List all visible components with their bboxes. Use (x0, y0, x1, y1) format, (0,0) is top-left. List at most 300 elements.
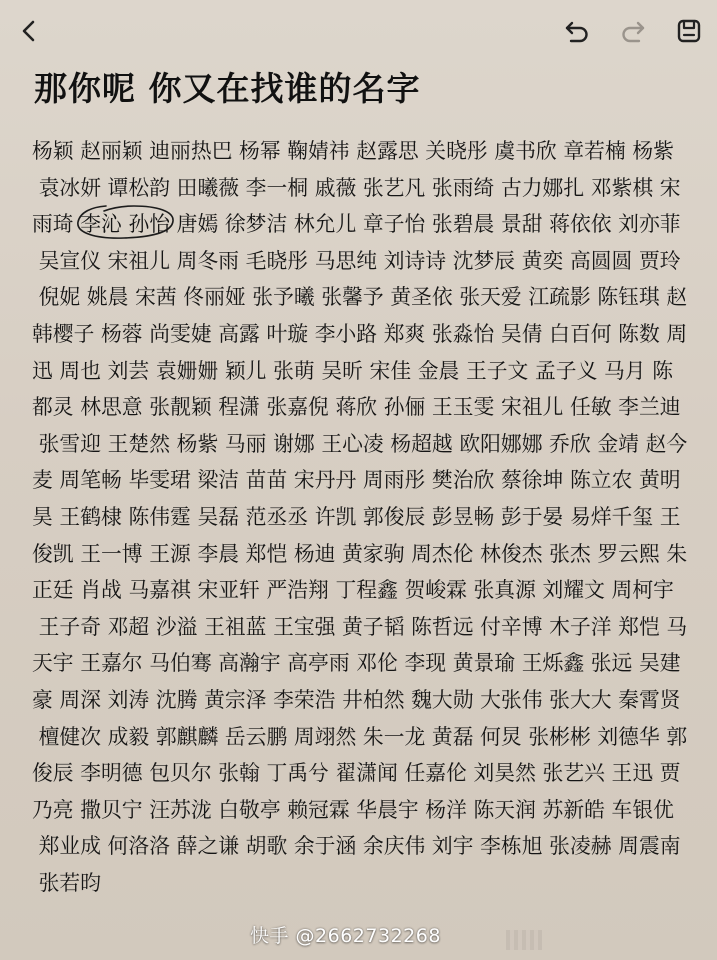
name-item: 张予曦 (252, 285, 315, 310)
name-item: 杨蓉 (101, 321, 143, 346)
undo-button[interactable] (560, 14, 594, 48)
name-item: 周深 (59, 687, 102, 712)
name-separator (377, 395, 384, 419)
name-item: 王子奇 (38, 614, 102, 639)
name-separator (528, 359, 535, 383)
name-item: 白百何 (549, 321, 612, 346)
name-item: 戚薇 (314, 175, 357, 200)
name-separator (239, 176, 246, 200)
name-item: 张馨予 (321, 285, 384, 310)
name-item: 郑业成 (38, 834, 102, 859)
name-separator (356, 725, 363, 749)
name-separator (411, 359, 418, 383)
name-item: 包贝尔 (149, 761, 212, 786)
name-item: 梁洁 (197, 468, 240, 493)
name-item: 肖战 (80, 578, 122, 603)
name-separator (287, 212, 294, 236)
name-item: 贾乃亮 (32, 761, 681, 822)
name-item: 蔡徐坤 (500, 468, 564, 493)
name-item: 刘亦菲 (618, 212, 681, 237)
name-item: 杨颖 (32, 139, 74, 163)
name-separator (425, 505, 432, 529)
name-separator (632, 468, 639, 492)
name-item: 关晓彤 (425, 139, 488, 163)
name-item: 任嘉伦 (404, 761, 467, 786)
name-item: 沈梦辰 (452, 248, 516, 273)
name-separator (80, 285, 87, 309)
name-item: 马嘉祺 (128, 578, 191, 603)
name-item: 李栋旭 (480, 834, 543, 859)
name-item: 张天爱 (459, 285, 522, 310)
name-item: 周雨彤 (362, 468, 426, 493)
name-item: 邓超 (107, 614, 150, 639)
name-item: 郑爽 (383, 321, 426, 346)
name-item: 张若昀 (38, 870, 102, 895)
name-item: 郑恺 (618, 614, 660, 639)
name-item: 王源 (149, 541, 191, 566)
name-separator (32, 725, 39, 749)
name-separator (32, 432, 39, 456)
name-item: 张嘉倪 (266, 395, 329, 420)
name-item: 邓伦 (356, 651, 398, 676)
name-item: 车银优 (611, 797, 674, 822)
name-separator (605, 761, 612, 785)
name-item: 张凌赫 (549, 834, 612, 859)
name-separator (101, 688, 108, 712)
name-item: 赵露思 (356, 139, 419, 163)
name-item: 杨紫 (176, 431, 219, 456)
name-separator (32, 249, 39, 273)
name-item: 付辛博 (480, 614, 543, 639)
name-separator (494, 176, 501, 200)
name-item: 黄宗泽 (204, 687, 267, 712)
name-item: 王楚然 (107, 431, 171, 456)
name-item: 袁姗姗 (155, 358, 219, 383)
name-item: 王宝强 (273, 614, 336, 639)
name-item: 王俊凯 (32, 504, 681, 566)
name-item: 毛晓彤 (245, 248, 309, 273)
name-item: 孙俪 (383, 395, 426, 420)
name-item: 大张伟 (480, 687, 543, 712)
redo-button[interactable] (616, 14, 650, 48)
name-separator (425, 395, 432, 419)
name-item: 彭昱畅 (431, 504, 495, 529)
name-item: 姚晨 (86, 285, 129, 310)
name-item: 王鹤棣 (59, 504, 122, 529)
name-separator (446, 651, 453, 675)
name-item: 欧阳娜娜 (459, 431, 543, 456)
name-item: 李兰迪 (618, 395, 681, 420)
name-separator (149, 615, 156, 639)
name-item: 吴宣仪 (38, 248, 102, 273)
name-item: 胡歌 (245, 834, 288, 859)
name-item: 井柏然 (342, 687, 405, 712)
name-item: 鞠婧祎 (287, 139, 350, 163)
name-item: 陈都灵 (32, 358, 674, 420)
name-item: 唐嫣 (176, 212, 219, 237)
name-item: 马天宇 (32, 614, 688, 676)
name-item: 金靖 (597, 431, 639, 456)
name-separator (239, 468, 246, 492)
name-item: 田曦薇 (176, 175, 240, 200)
name-item: 郭麒麟 (155, 724, 219, 749)
name-item: 李小路 (314, 321, 378, 346)
name-item: 周翊然 (293, 724, 357, 749)
name-item: 岳云鹏 (224, 724, 288, 749)
editor-toolbar (0, 0, 717, 62)
name-item: 黄奕 (521, 248, 564, 273)
name-item: 郭俊辰 (362, 504, 426, 529)
name-item: 范丞丞 (245, 504, 309, 529)
name-item: 吴磊 (197, 504, 240, 529)
name-separator (398, 761, 405, 785)
name-item: 贺峻霖 (404, 578, 467, 603)
name-item: 杨洋 (425, 797, 467, 822)
name-item: 李现 (404, 651, 447, 676)
name-separator (239, 249, 246, 273)
name-item: 林允儿 (293, 212, 357, 237)
name-item: 华晨宇 (356, 797, 419, 822)
name-separator (425, 176, 432, 200)
name-separator (425, 212, 432, 236)
name-item: 刘诗诗 (383, 248, 447, 273)
name-item: 张大大 (549, 687, 612, 712)
name-item: 张萌 (273, 358, 315, 383)
name-item: 高亭雨 (287, 651, 350, 676)
name-item: 严浩翔 (266, 578, 329, 603)
name-item: 李沁 (80, 212, 122, 237)
name-separator (494, 212, 501, 236)
name-item: 王迅 (611, 761, 654, 786)
name-item: 赖冠霖 (287, 797, 350, 822)
name-separator (170, 834, 177, 858)
name-item: 马思纯 (314, 248, 378, 273)
back-button[interactable] (12, 14, 46, 48)
name-item: 张艺凡 (362, 175, 426, 200)
name-separator (101, 249, 108, 273)
name-separator (101, 432, 108, 456)
name-item: 贾玲 (638, 248, 681, 273)
name-item: 陈数 (618, 321, 660, 346)
name-item: 李一桐 (245, 175, 309, 200)
name-separator (653, 176, 660, 200)
name-item: 迪丽热巴 (149, 139, 233, 163)
name-item: 赵丽颖 (80, 139, 143, 163)
name-separator (308, 505, 315, 529)
name-separator (467, 761, 474, 785)
name-separator (101, 176, 108, 200)
name-item: 黄景瑜 (452, 651, 516, 676)
name-item: 佟丽娅 (183, 285, 246, 310)
name-item: 陈天润 (473, 797, 536, 822)
name-item: 周震南 (618, 834, 681, 859)
name-separator (356, 176, 363, 200)
name-item: 黄家驹 (342, 541, 405, 566)
name-separator (287, 468, 294, 492)
name-separator (653, 761, 660, 785)
name-item: 章若楠 (563, 139, 626, 163)
name-item: 黄磊 (431, 724, 474, 749)
name-separator (653, 505, 660, 529)
name-item: 王祖蓝 (204, 614, 267, 639)
name-item: 陈钰琪 (597, 285, 660, 310)
name-item: 孟子义 (534, 358, 598, 383)
blurred-region (506, 930, 542, 950)
name-item: 宋祖儿 (107, 248, 171, 273)
name-separator (515, 249, 522, 273)
name-item: 吴倩 (500, 321, 543, 346)
back-arrow-icon (19, 19, 39, 43)
name-item: 张翰 (218, 761, 260, 786)
name-item: 刘芸 (107, 358, 150, 383)
name-item: 周杰伦 (411, 541, 474, 566)
name-item: 周柯宇 (611, 578, 674, 603)
name-separator (287, 542, 294, 566)
name-item: 木子洋 (549, 614, 612, 639)
names-paragraph[interactable] (32, 133, 690, 901)
name-item: 章子怡 (362, 212, 426, 237)
name-item: 金晨 (417, 358, 460, 383)
name-item: 何炅 (480, 724, 522, 749)
name-separator (563, 468, 570, 492)
name-separator (398, 578, 405, 602)
name-separator (363, 359, 370, 383)
name-separator (563, 505, 570, 529)
name-item: 薛之谦 (176, 834, 240, 859)
name-separator (218, 212, 225, 236)
name-item: 余于涵 (293, 834, 357, 859)
name-item: 赵今麦 (32, 431, 688, 493)
name-separator (605, 798, 612, 822)
name-item: 张雪迎 (38, 431, 102, 456)
name-item: 王一博 (80, 541, 143, 566)
name-item: 朱一龙 (362, 724, 426, 749)
name-separator (459, 359, 466, 383)
watermark-text: 快手 @2662732268 (250, 925, 441, 947)
name-item: 高瀚宇 (218, 651, 281, 676)
name-item: 徐梦洁 (224, 212, 288, 237)
name-item: 宋丹丹 (293, 468, 357, 493)
name-item: 王烁鑫 (521, 651, 585, 676)
name-item: 赵韩樱子 (32, 285, 688, 346)
name-item: 乔欣 (549, 431, 591, 456)
name-item: 陈立农 (569, 468, 633, 493)
page-title: 那你呢 你又在找谁的名字 (34, 69, 421, 108)
name-separator (377, 322, 384, 346)
name-item: 易烊千玺 (569, 504, 654, 529)
name-item: 颖儿 (224, 358, 267, 383)
name-item: 秦霄贤 (618, 687, 681, 712)
name-separator (377, 249, 384, 273)
name-item: 郑恺 (245, 541, 288, 566)
name-item: 倪妮 (38, 285, 81, 310)
name-item: 黄明昊 (32, 468, 681, 529)
name-separator (632, 249, 639, 273)
name-separator (308, 176, 315, 200)
name-item: 撒贝宁 (80, 797, 143, 822)
name-separator (597, 359, 604, 383)
name-item: 王子文 (465, 358, 529, 383)
name-item: 马月 (604, 358, 646, 383)
name-item: 邓紫棋 (590, 175, 654, 200)
name-separator (398, 651, 405, 675)
name-item: 丁程鑫 (335, 578, 398, 603)
name-separator (101, 834, 108, 858)
name-separator (536, 578, 543, 602)
name-separator (287, 834, 294, 858)
name-item: 王玉雯 (431, 395, 495, 420)
name-item: 古力娜扎 (500, 175, 585, 200)
name-item: 王心凌 (321, 431, 384, 456)
name-item: 宋佳 (369, 358, 412, 383)
name-item: 程潇 (218, 395, 260, 420)
name-item: 张淼怡 (431, 321, 495, 346)
name-item: 李晨 (197, 541, 240, 566)
name-separator (170, 432, 177, 456)
name-separator (425, 468, 432, 492)
name-item: 高露 (218, 321, 260, 346)
name-separator (218, 432, 225, 456)
name-item: 尚雯婕 (149, 321, 212, 346)
name-separator (308, 322, 315, 346)
name-item: 张艺兴 (542, 761, 605, 786)
name-item: 刘涛 (107, 687, 150, 712)
name-item: 高圆圆 (569, 248, 633, 273)
name-item: 罗云熙 (597, 541, 660, 566)
name-item: 陈哲远 (411, 614, 474, 639)
name-separator (170, 249, 177, 273)
name-item: 孙怡 (128, 212, 171, 237)
name-item: 黄子韬 (342, 614, 405, 639)
name-item: 成毅 (107, 724, 150, 749)
name-item: 杨幂 (239, 139, 281, 163)
name-item: 张真源 (473, 578, 536, 603)
name-item: 周迅 (32, 321, 688, 383)
name-item: 景甜 (500, 212, 543, 237)
name-item: 张彬彬 (528, 724, 591, 749)
redo-icon (619, 19, 647, 43)
name-separator (632, 651, 639, 675)
name-item: 吴昕 (321, 358, 363, 383)
name-item: 杨超越 (390, 431, 453, 456)
name-item: 杨迪 (293, 541, 336, 566)
name-separator (494, 505, 501, 529)
name-separator (494, 322, 501, 346)
name-separator (467, 798, 474, 822)
highlighted-name: 宋雨琦 (32, 175, 681, 237)
name-separator (494, 395, 501, 419)
name-separator (356, 834, 363, 858)
name-item: 杨紫 (632, 139, 674, 163)
name-separator (356, 212, 363, 236)
name-separator (170, 212, 177, 236)
name-item: 江疏影 (528, 285, 591, 310)
name-item: 任敏 (569, 395, 612, 420)
name-item: 刘德华 (597, 724, 660, 749)
name-item: 李荣浩 (273, 687, 336, 712)
name-item: 朱正廷 (32, 541, 688, 603)
name-separator (101, 615, 108, 639)
name-item: 樊治欣 (431, 468, 495, 493)
name-item: 何洛洛 (107, 834, 171, 859)
name-item: 张靓颖 (149, 395, 212, 420)
name-item: 刘宇 (431, 834, 474, 859)
name-item: 宋亚轩 (197, 578, 260, 603)
name-separator (101, 725, 108, 749)
name-item: 魏大勋 (411, 687, 474, 712)
name-item: 谢娜 (273, 431, 315, 456)
name-item: 余庆伟 (362, 834, 426, 859)
name-separator (356, 468, 363, 492)
name-separator (218, 359, 225, 383)
name-separator (101, 359, 108, 383)
name-separator (467, 578, 474, 602)
name-item: 丁禹兮 (266, 761, 329, 786)
name-separator (32, 176, 39, 200)
name-item: 王嘉尔 (80, 651, 143, 676)
name-item: 檀健次 (38, 724, 102, 749)
name-item: 袁冰妍 (38, 175, 102, 200)
name-item: 毕雯珺 (128, 468, 191, 493)
name-item: 陈伟霆 (128, 504, 191, 529)
name-separator (425, 725, 432, 749)
name-item: 马伯骞 (149, 651, 212, 676)
name-item: 林俊杰 (480, 541, 543, 566)
name-separator (32, 285, 39, 309)
name-item: 张雨绮 (431, 175, 495, 200)
name-item: 周也 (59, 358, 102, 383)
name-item: 郭俊辰 (32, 724, 688, 786)
name-separator (563, 395, 570, 419)
name-item: 叶璇 (266, 321, 309, 346)
name-item: 苏新皓 (542, 797, 605, 822)
name-separator (218, 725, 225, 749)
name-separator (32, 615, 39, 639)
name-item: 宋茜 (135, 285, 177, 310)
name-item: 彭于晏 (500, 504, 564, 529)
name-separator (563, 249, 570, 273)
name-separator (639, 432, 646, 456)
name-item: 马丽 (224, 431, 267, 456)
name-separator (239, 542, 246, 566)
name-separator (584, 176, 591, 200)
name-separator (515, 651, 522, 675)
name-item: 黄圣依 (390, 285, 453, 310)
name-item: 周笔畅 (59, 468, 122, 493)
name-separator (32, 834, 39, 858)
save-button[interactable] (672, 14, 706, 48)
name-separator (425, 834, 432, 858)
name-separator (446, 249, 453, 273)
undo-icon (563, 19, 591, 43)
name-item: 张杰 (549, 541, 591, 566)
name-item: 谭松韵 (107, 175, 171, 200)
name-item: 刘昊然 (473, 761, 536, 786)
name-item: 沙溢 (155, 614, 198, 639)
name-separator (425, 322, 432, 346)
name-item: 宋祖儿 (500, 395, 564, 420)
name-item: 白敬亭 (218, 797, 281, 822)
name-separator (536, 761, 543, 785)
name-item: 李明德 (80, 761, 143, 786)
name-separator (239, 505, 246, 529)
name-separator (308, 249, 315, 273)
name-separator (149, 725, 156, 749)
name-separator (287, 725, 294, 749)
name-item: 蒋欣 (335, 395, 378, 420)
name-item: 虞书欣 (494, 139, 557, 163)
name-item: 刘耀文 (542, 578, 605, 603)
